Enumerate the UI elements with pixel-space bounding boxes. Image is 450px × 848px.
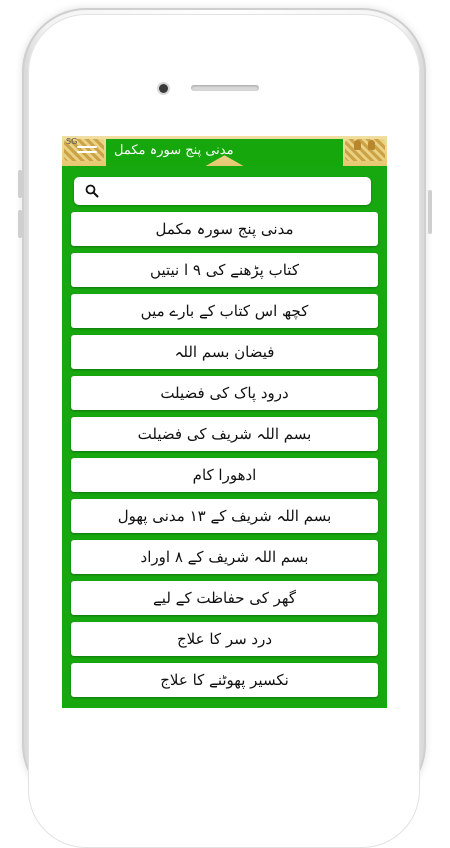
earpiece-speaker: [191, 85, 259, 91]
volume-down-button: [18, 210, 22, 238]
list-item-4[interactable]: درود پاک کی فضیلت: [71, 376, 378, 410]
search-bar[interactable]: [74, 177, 371, 205]
lantern-icon: [368, 140, 375, 150]
chapter-list: [71, 212, 378, 704]
lantern-icon: [354, 140, 361, 150]
list-item-3[interactable]: فیضان بسم اللہ: [71, 335, 378, 369]
front-camera: [159, 84, 168, 93]
list-item-6[interactable]: ادھورا کام: [71, 458, 378, 492]
list-item-9[interactable]: گھر کی حفاظت کے لیے: [71, 581, 378, 615]
list-item-5[interactable]: بسم اللہ شریف کی فضیلت: [71, 417, 378, 451]
list-item-2[interactable]: کچھ اس کتاب کے بارے میں: [71, 294, 378, 328]
app-title: مدنی پنج سورہ مکمل: [114, 143, 234, 158]
search-icon[interactable]: [85, 184, 99, 198]
search-input[interactable]: [106, 180, 368, 202]
volume-up-button: [18, 170, 22, 198]
list-item-1[interactable]: کتاب پڑھنے کی ۹ ا نیتیں: [71, 253, 378, 287]
power-button: [428, 190, 432, 234]
list-item-10[interactable]: درد سر کا علاج: [71, 622, 378, 656]
list-item-7[interactable]: بسم اللہ شریف کے ۱۳ مدنی پھول: [71, 499, 378, 533]
status-bar-text: SG: [66, 137, 78, 146]
list-item-8[interactable]: بسم اللہ شریف کے ۸ اوراد: [71, 540, 378, 574]
list-item-11[interactable]: نکسیر پھوٹنے کا علاج: [71, 663, 378, 697]
list-item-0[interactable]: مدنی پنج سورہ مکمل: [71, 212, 378, 246]
app-screen: [62, 136, 387, 708]
header-ornament-right: [345, 139, 385, 161]
hamburger-icon[interactable]: [77, 146, 97, 156]
app-bar: [62, 136, 387, 166]
